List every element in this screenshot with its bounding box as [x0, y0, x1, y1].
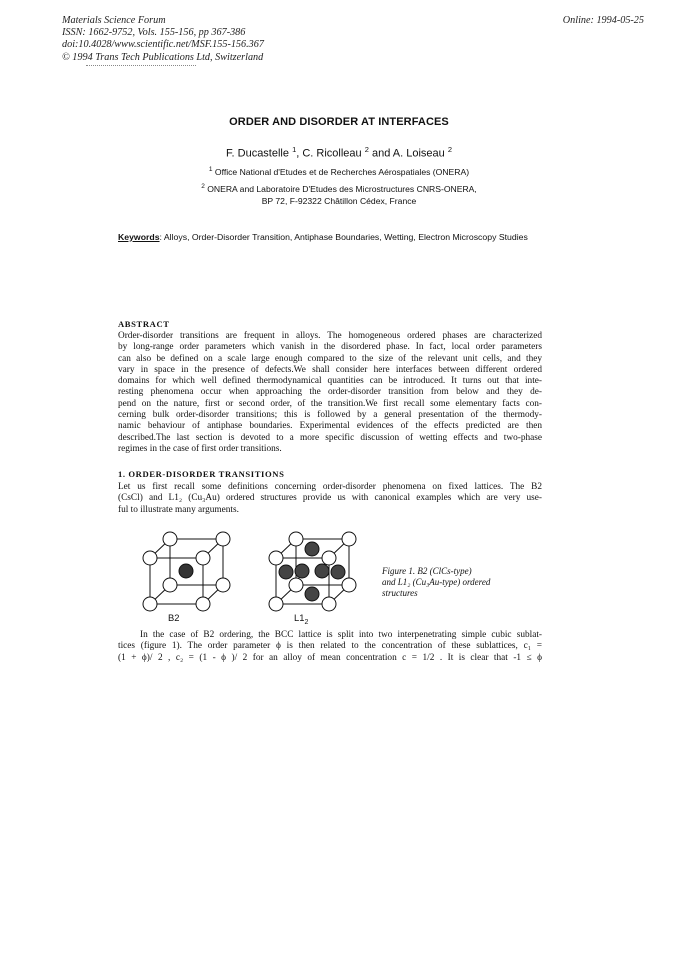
keywords-block: Keywords: Alloys, Order-Disorder Transition, Antiphase Boundaries, Wetting, Electron Microscopy Studies: [118, 232, 528, 242]
caption-line: and L1₂ (Cu₃Au-type) ordered: [382, 577, 491, 587]
copyright-line: © 1994 Trans Tech Publications Ltd, Switzerland: [62, 51, 264, 63]
l12-label: [294, 612, 308, 626]
l12-cell-diagram: [269, 532, 356, 611]
paragraph-line: Let us first recall some definitions concerning order-disorder phenomena on fixed lattices. The B2: [118, 482, 542, 492]
affiliation-1-mark: 1: [208, 166, 213, 173]
abstract-line: cerning bulk order-disorder transitions; this is followed by a general presentation of the thermody-: [118, 410, 542, 421]
paragraph-line: (CsCl) and L1₂ (Cu₃Au) ordered structures provide us with canonical examples which are very use-: [118, 493, 542, 504]
abstract-line: by long-range order parameters which vanish in the disordered phase. In fact, local order parameters: [118, 342, 542, 353]
paragraph-line: In the case of B2 ordering, the BCC lattice is split into two interpenetrating simple cubic sublat-: [140, 630, 542, 640]
author-3-mark: 2: [447, 145, 452, 154]
author-3: A. Loiseau: [392, 147, 445, 160]
author-2-mark: 2: [364, 145, 369, 154]
issn-line: ISSN: 1662-9752, Vols. 155-156, pp 367-386: [62, 27, 246, 39]
abstract-line: regimes in the case of first order transitions.: [118, 443, 282, 454]
section-1-paragraph-2: [118, 630, 542, 664]
abstract-line: described.The last section is devoted to a more specific discussion of wetting effects and two-phase: [118, 432, 542, 443]
l12-label-text: L1: [294, 612, 305, 623]
author-sep-2: and: [368, 147, 393, 160]
author-2: C. Ricolleau: [302, 147, 362, 160]
abstract-line: can also be defined on a scale large enough compared to the size of the relevant unit cells, and they: [118, 353, 542, 364]
caption-line: structures: [382, 588, 418, 598]
section-1-heading: 1. ORDER-DISORDER TRANSITIONS: [118, 469, 285, 479]
author-sep-1: ,: [296, 147, 303, 160]
affiliation-2-line-1: ONERA and Laboratoire D'Etudes des Microstructures CNRS-ONERA,: [207, 183, 477, 194]
paper-title: ORDER AND DISORDER AT INTERFACES: [229, 116, 449, 128]
b2-cell-diagram: [143, 532, 230, 611]
doi-line[interactable]: doi:10.4028/www.scientific.net/MSF.155-156.367: [62, 39, 264, 51]
paragraph-line: ful to illustrate many arguments.: [118, 504, 239, 515]
abstract-line: resting phenomena occur when approaching the order-disorder transition from below and they de-: [118, 387, 542, 398]
caption-line: Figure 1. B2 (ClCs-type): [382, 566, 472, 576]
online-date: Online: 1994-05-25: [562, 15, 644, 26]
journal-name: Materials Science Forum: [62, 15, 166, 26]
abstract-line: vary in space in the presence of defects.We shall consider here interfaces between different ordered: [118, 364, 542, 375]
abstract-line: domains for which well defined thermodynamical quantities can be introduced. It turns out that inte-: [118, 376, 542, 387]
author-1-mark: 1: [292, 145, 297, 154]
figure-1-caption: [382, 566, 490, 599]
abstract-line: namic behaviour of antiphase boundaries. Experimental evidences of the effects predicted are then: [118, 421, 542, 432]
b2-label: B2: [168, 612, 180, 623]
abstract-heading: ABSTRACT: [118, 319, 170, 329]
paragraph-line: tices (figure 1). The order parameter ϕ is then related to the concentration of these sublattices, c₁ =: [118, 641, 542, 652]
keywords-label: Keywords: [118, 232, 160, 242]
l12-label-subscript: 2: [304, 618, 309, 626]
abstract-line: pend on the nature, first or second order, of the transition.We first recall some elementary facts con-: [118, 398, 542, 409]
affiliation-2-mark: 2: [201, 183, 205, 190]
paragraph-line: (1 + ϕ)/ 2 , c₂ = (1 - ϕ )/ 2 for an alloy of mean concentration c = 1/2 . It is clear that -1 ≤ ϕ: [118, 652, 542, 663]
affiliation-2-line-2: BP 72, F-92322 Châtillon Cédex, France: [261, 195, 417, 206]
author-1: F. Ducastelle: [226, 147, 289, 160]
keywords-text: Alloys, Order-Disorder Transition, Antiphase Boundaries, Wetting, Electron Microscopy Studies: [163, 232, 528, 242]
affiliation-1-line-1: Office National d'Etudes et de Recherches Aérospatiales (ONERA): [214, 166, 470, 177]
abstract-line: Order-disorder transitions are frequent in alloys. The homogeneous ordered phases are characterized: [118, 331, 542, 341]
